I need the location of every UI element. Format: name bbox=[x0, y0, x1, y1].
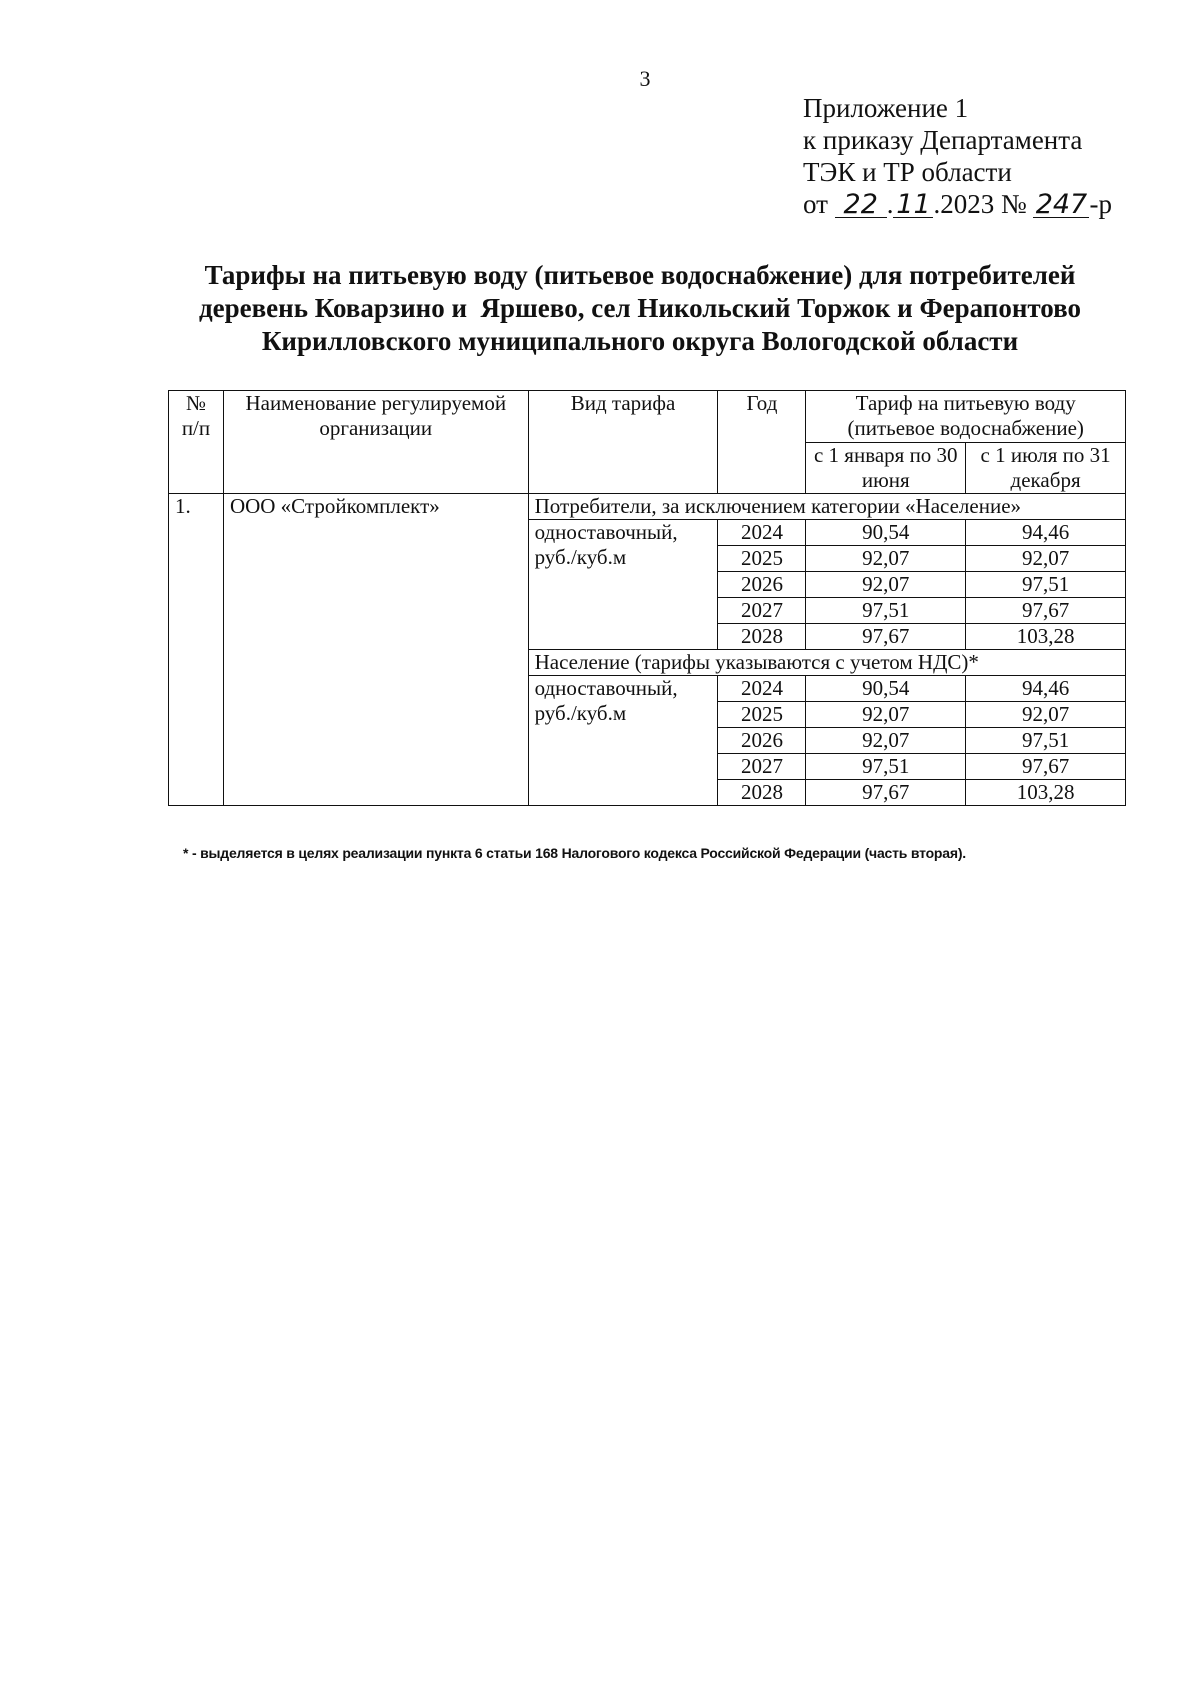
tariff-h2-cell: 92,07 bbox=[966, 702, 1126, 728]
row-number: 1. bbox=[169, 494, 224, 806]
order-year: .2023 № bbox=[933, 189, 1027, 219]
year-cell: 2025 bbox=[718, 702, 806, 728]
handwritten-day: 22 bbox=[835, 193, 887, 218]
handwritten-month: 11 bbox=[893, 193, 933, 218]
tariff-h1-cell: 92,07 bbox=[806, 546, 966, 572]
tariff-table bbox=[168, 390, 1126, 806]
date-prefix: от bbox=[803, 189, 828, 219]
tariff-h1-cell: 97,67 bbox=[806, 780, 966, 806]
header-period-1: с 1 января по 30 июня bbox=[806, 443, 966, 494]
document-title bbox=[160, 259, 1120, 358]
tariff-h2-cell: 94,46 bbox=[966, 520, 1126, 546]
tariff-type-cell: одноставочный, руб./куб.м bbox=[528, 676, 718, 806]
category-label: Население (тарифы указываются с учетом НДС)* bbox=[528, 650, 1125, 676]
order-date-line: от 22 . 11 .2023 № 247-р bbox=[803, 189, 1112, 220]
tariff-h2-cell: 97,51 bbox=[966, 728, 1126, 754]
year-cell: 2024 bbox=[718, 676, 806, 702]
tariff-h1-cell: 90,54 bbox=[806, 676, 966, 702]
header-tariff-type: Вид тарифа bbox=[528, 391, 718, 494]
header-tariff: Тариф на питьевую воду (питьевое водоснабжение) bbox=[806, 391, 1126, 443]
title-line-3: Кирилловского муниципального округа Вологодской области bbox=[261, 326, 1019, 356]
tariff-h1-cell: 97,51 bbox=[806, 754, 966, 780]
order-suffix: -р bbox=[1089, 189, 1112, 219]
tariff-h2-cell: 103,28 bbox=[966, 624, 1126, 650]
tariff-h2-cell: 97,67 bbox=[966, 754, 1126, 780]
tariff-h2-cell: 92,07 bbox=[966, 546, 1126, 572]
year-cell: 2028 bbox=[718, 780, 806, 806]
tariff-h1-cell: 97,67 bbox=[806, 624, 966, 650]
header-num: № п/п bbox=[169, 391, 224, 494]
year-cell: 2025 bbox=[718, 546, 806, 572]
year-cell: 2027 bbox=[718, 598, 806, 624]
header-year: Год bbox=[718, 391, 806, 494]
page-number: 3 bbox=[639, 66, 651, 91]
header-period-2: с 1 июля по 31 декабря bbox=[966, 443, 1126, 494]
year-cell: 2024 bbox=[718, 520, 806, 546]
appendix-block bbox=[803, 92, 1112, 220]
title-line-2: деревень Коварзино и Яршево, сел Никольский Торжок и Ферапонтово bbox=[198, 293, 1082, 323]
appendix-line-2: к приказу Департамента bbox=[803, 125, 1083, 155]
tariff-type-cell: одноставочный, руб./куб.м bbox=[528, 520, 718, 650]
tariff-h1-cell: 90,54 bbox=[806, 520, 966, 546]
tariff-h2-cell: 97,67 bbox=[966, 598, 1126, 624]
tariff-h2-cell: 94,46 bbox=[966, 676, 1126, 702]
tariff-h1-cell: 92,07 bbox=[806, 702, 966, 728]
header-organization: Наименование регулируемой организации bbox=[223, 391, 528, 494]
appendix-line-1: Приложение 1 bbox=[803, 93, 969, 123]
tariff-h1-cell: 97,51 bbox=[806, 598, 966, 624]
organization-name: ООО «Стройкомплект» bbox=[223, 494, 528, 806]
tariff-h1-cell: 92,07 bbox=[806, 572, 966, 598]
year-cell: 2026 bbox=[718, 572, 806, 598]
handwritten-order-number: 247 bbox=[1033, 193, 1089, 218]
tariff-h2-cell: 103,28 bbox=[966, 780, 1126, 806]
category-label: Потребители, за исключением категории «Население» bbox=[528, 494, 1125, 520]
tariff-h1-cell: 92,07 bbox=[806, 728, 966, 754]
tariff-h2-cell: 97,51 bbox=[966, 572, 1126, 598]
title-line-1: Тарифы на питьевую воду (питьевое водоснабжение) для потребителей bbox=[204, 260, 1076, 290]
year-cell: 2026 bbox=[718, 728, 806, 754]
appendix-line-3: ТЭК и ТР области bbox=[803, 157, 1012, 187]
footnote: * - выделяется в целях реализации пункта 6 статьи 168 Налогового кодекса Российской Федерации (часть вторая). bbox=[183, 845, 966, 861]
year-cell: 2027 bbox=[718, 754, 806, 780]
year-cell: 2028 bbox=[718, 624, 806, 650]
